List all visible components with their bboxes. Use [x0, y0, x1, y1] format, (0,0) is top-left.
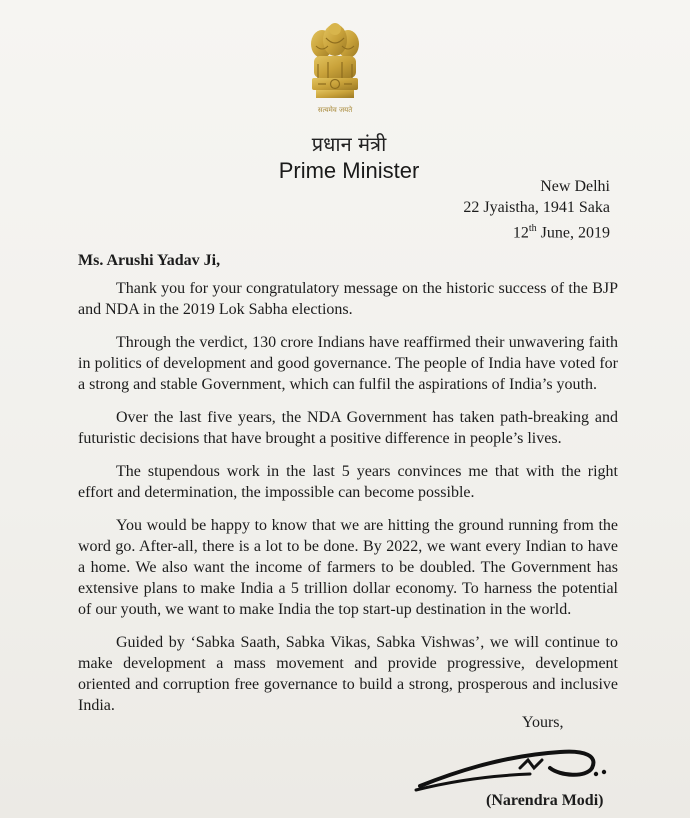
letter-body	[78, 278, 618, 728]
closing: Yours,	[522, 714, 564, 731]
paragraph: Guided by ‘Sabka Saath, Sabka Vikas, Sabka Vishwas’, we will continue to make development a mass movement and provide progressive, development oriented and corruption free governance to build a strong, prosperous and inclusive India.	[78, 634, 618, 714]
paragraph: The stupendous work in the last 5 years convinces me that with the right effort and determination, the impossible can become possible.	[78, 463, 618, 501]
place: New Delhi	[540, 178, 610, 195]
english-title: Prime Minister	[278, 158, 420, 183]
paragraph: Over the last five years, the NDA Government has taken path-breaking and futuristic decisions that have brought a positive difference in people’s lives.	[78, 409, 618, 447]
national-emblem-icon	[304, 20, 366, 120]
signature-icon	[410, 738, 610, 798]
date-day: 12	[512, 224, 529, 242]
place-date-block	[463, 176, 610, 243]
paragraph: Thank you for your congratulatory message on the historic success of the BJP and NDA in the 2019 Lok Sabha elections.	[78, 280, 618, 318]
paragraph: You would be happy to know that we are hitting the ground running from the word go. After-all, there is a lot to be done. By 2022, we want every Indian to have a home. We also want the income of farmers to be doubled. The Government has extensive plans to make India a 5 trillion dollar economy. To harness the potential of our youth, we want to make India the top start-up destination in the world.	[78, 517, 618, 618]
saka-date: 22 Jyaistha, 1941 Saka	[463, 199, 610, 216]
paragraph: Through the verdict, 130 crore Indians have reaffirmed their unwavering faith in politics of development and good governance. The people of India have voted for a strong and stable Government, which can fulfil the aspirations of India’s youth.	[78, 334, 618, 393]
date-rest: June, 2019	[536, 224, 610, 242]
salutation: Ms. Arushi Yadav Ji,	[78, 252, 221, 269]
date-suffix: th	[528, 223, 537, 234]
svg-text:सत्यमेव जयते: सत्यमेव जयते	[317, 106, 353, 114]
gregorian-date	[463, 218, 610, 243]
hindi-title: प्रधान मंत्री	[311, 132, 387, 156]
signatory-name: (Narendra Modi)	[486, 792, 604, 809]
